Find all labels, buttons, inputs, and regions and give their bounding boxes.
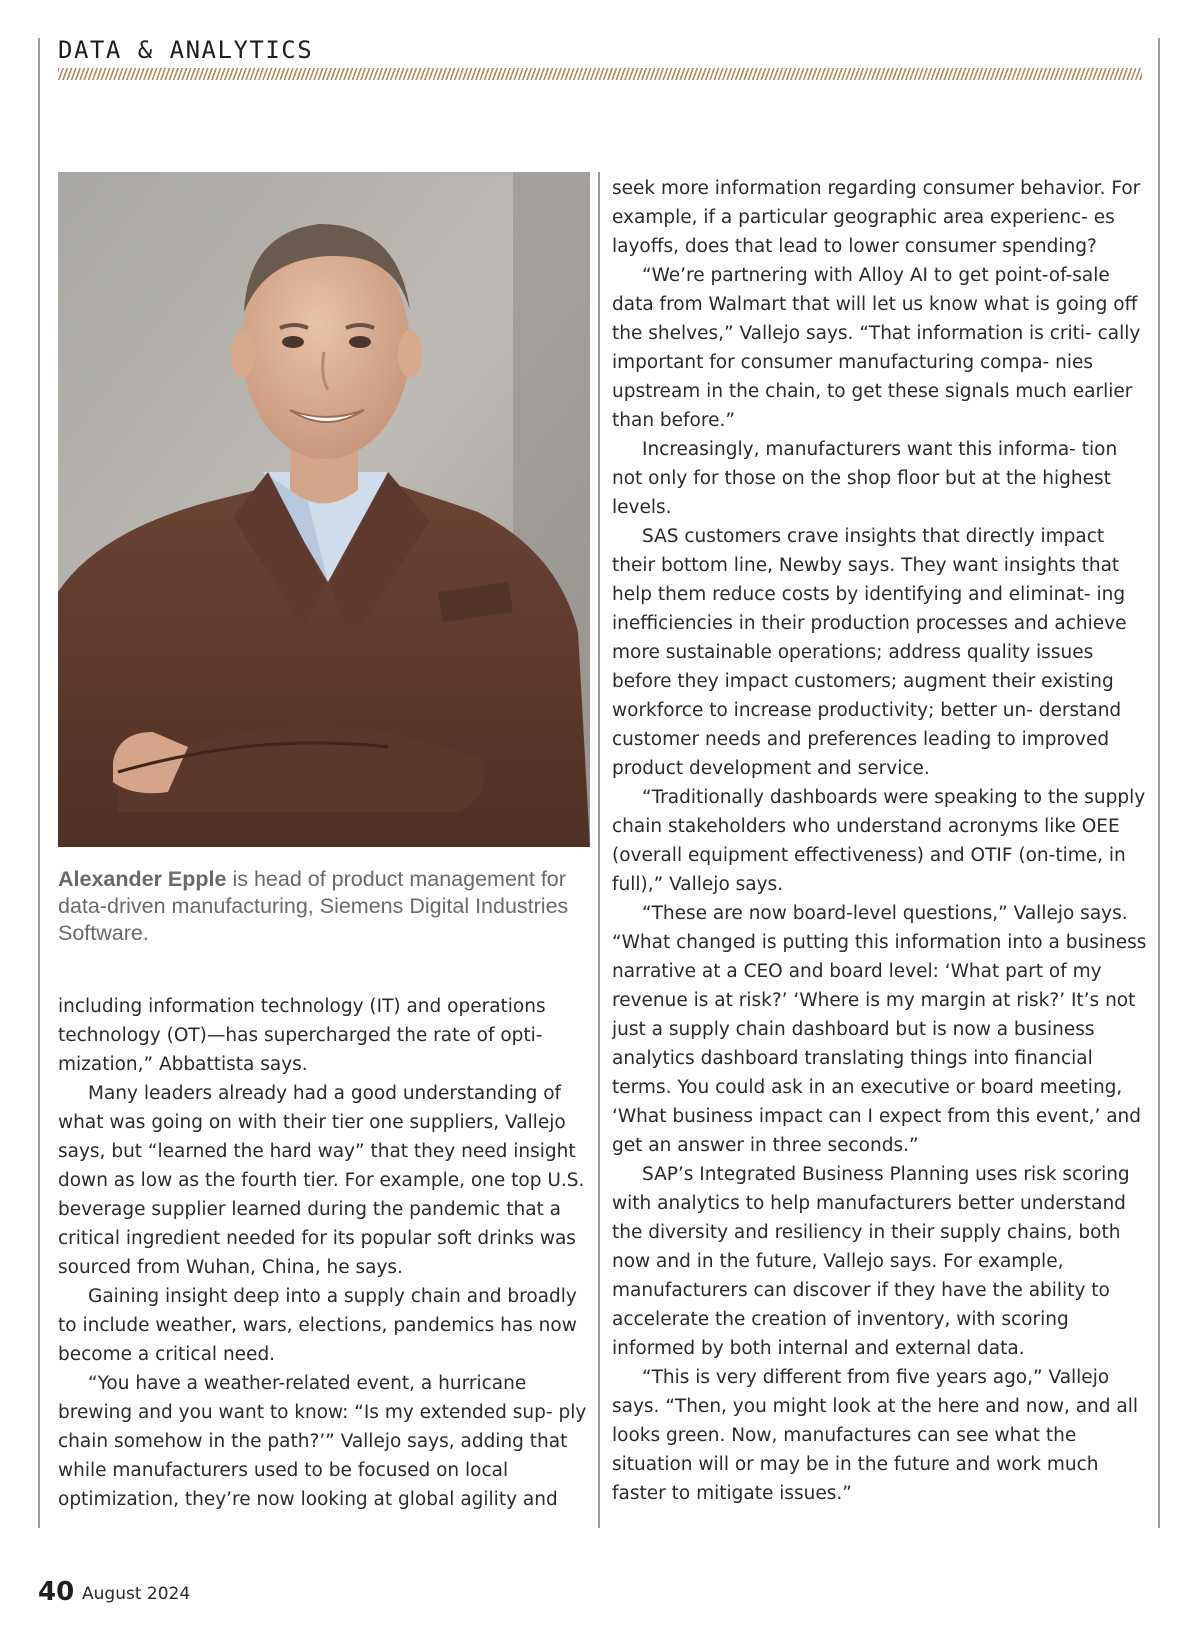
column-divider-rule: [598, 172, 600, 1528]
paragraph: Many leaders already had a good understanding of what was going on with their tier one suppliers, Vallejo says, but “learned the hard way” that they need insight down as low as the fourth tier. For example, one top U.S. beverage supplier learned during the pandemic that a critical ingredient needed for its popular soft drinks was sourced from Wuhan, China, he says.: [58, 1083, 585, 1278]
photo-caption: [58, 866, 590, 947]
paragraph: including information technology (IT) and operations technology (OT)—has supercharged the rate of opti- mization,” Abbattista says.: [58, 996, 546, 1075]
left-margin-rule: [38, 38, 40, 1528]
caption-text: is head of product management for data-driven manufacturing, Siemens Digital Industries Software.: [58, 867, 569, 945]
right-text-column: [612, 174, 1147, 1508]
paragraph: seek more information regarding consumer behavior. For example, if a particular geographic area experienc- es layoffs, does that lead to lower consumer spending?: [612, 178, 1141, 257]
issue-date: August 2024: [82, 1584, 191, 1604]
paragraph: “These are now board-level questions,” Vallejo says. “What changed is putting this information into a business narrative at a CEO and board level: ‘What part of my revenue is at risk?’ ‘Where is my margin at risk?’ It’s not just a supply chain dashboard but is now a business analytics dashboard translating things into financial terms. You could ask in an executive or board meeting, ‘What business impact can I expect from this event,’ and get an answer in three seconds.”: [612, 903, 1147, 1156]
portrait-photo: [58, 172, 590, 847]
paragraph: “This is very different from five years ago,” Vallejo says. “Then, you might look at the here and now, and all looks green. Now, manufactures can see what the situation will or may be in the future and work much faster to mitigate issues.”: [612, 1367, 1139, 1504]
caption-name: Alexander Epple: [58, 867, 227, 891]
page-number: 40: [38, 1577, 75, 1607]
paragraph: “Traditionally dashboards were speaking to the supply chain stakeholders who understand acronyms like OEE (overall equipment effectiveness) and OTIF (on-time, in full),” Vallejo says.: [612, 787, 1146, 895]
paragraph: SAP’s Integrated Business Planning uses risk scoring with analytics to help manufacturers better understand the diversity and resiliency in their supply chains, both now and in the future, Vallejo says. For example, manufacturers can discover if they have the ability to accelerate the creation of inventory, with scoring informed by both internal and external data.: [612, 1164, 1130, 1359]
left-text-column: [58, 992, 590, 1514]
section-label: DATA & ANALYTICS: [58, 36, 314, 64]
paragraph: “You have a weather-related event, a hurricane brewing and you want to know: “Is my extended sup- ply chain somehow in the path?’” Vallejo says, adding that while manufacturers used to be focused on local optimization, they’re now looking at global agility and: [58, 1373, 587, 1510]
paragraph: “We’re partnering with Alloy AI to get point-of-sale data from Walmart that will let us know what is going off the shelves,” Vallejo says. “That information is criti- cally important for consumer manufacturing compa- nies upstream in the chain, to get these signals much earlier than before.”: [612, 265, 1141, 431]
header-hatch-rule: [58, 68, 1142, 80]
paragraph: SAS customers crave insights that directly impact their bottom line, Newby says. They want insights that help them reduce costs by identifying and eliminat- ing inefficiencies in their production processes and achieve more sustainable operations; address quality issues before they impact customers; augment their existing workforce to increase productivity; better un- derstand customer needs and preferences leading to improved product development and service.: [612, 526, 1127, 779]
paragraph: Increasingly, manufacturers want this informa- tion not only for those on the shop floor but at the highest levels.: [612, 439, 1118, 518]
paragraph: Gaining insight deep into a supply chain and broadly to include weather, wars, elections, pandemics has now become a critical need.: [58, 1286, 577, 1365]
right-margin-rule: [1158, 38, 1160, 1528]
